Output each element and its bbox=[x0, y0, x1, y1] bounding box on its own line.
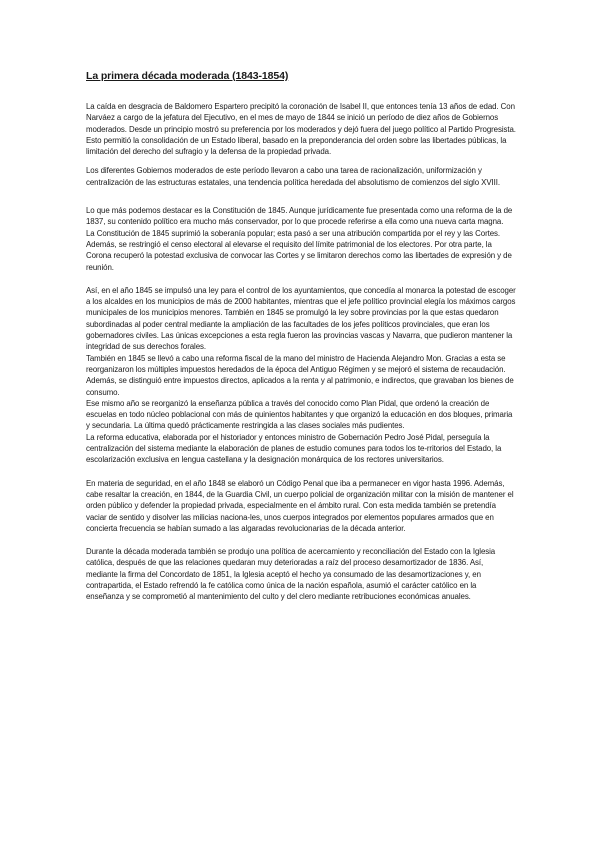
paragraph-3: Lo que más podemos destacar es la Constitución de 1845. Aunque jurídicamente fue presentada como una reforma de la de 1837, su contenido político era mucho más conservador, por lo que procede referirse a ella como una nueva carta magna. bbox=[86, 206, 513, 227]
paragraph-5: Así, en el año 1845 se impulsó una ley para el control de los ayuntamientos, que concedía al monarca la potestad de escoger a los alcaldes en los municipios de más de 2000 habitantes, mientras que el jefe político provincial elegía los máximos cargos municipales de los municipios menores. También en 1845 se promulgó la ley sobre provincias por la que estas quedaron subordinadas al poder central mediante la ampliación de las facultades de los jefes políticos provinciales, que eran los gobernadores civiles. Las únicas excepciones a esta regla fueron las provincias vascas y Navarra, que pudieron mantener la integridad de sus derechos forales. bbox=[86, 285, 516, 352]
spacer bbox=[86, 157, 516, 165]
spacer bbox=[86, 273, 516, 285]
document-page bbox=[86, 70, 516, 603]
paragraph-7: Ese mismo año se reorganizó la enseñanza pública a través del conocido como Plan Pidal, que ordenó la creación de escuelas en todo núcleo poblacional con más de quinientos habitantes y que organizó la educación en dos bloques, primaria y secundaria. La última quedó prácticamente restringida a las clases sociales más pudientes. bbox=[86, 398, 513, 431]
spacer bbox=[86, 188, 516, 205]
spacer bbox=[86, 466, 516, 478]
paragraph-1: La caída en desgracia de Baldomero Espartero precipitó la coronación de Isabel II, que entonces tenía 13 años de edad. Con Narváez a cargo de la jefatura del Ejecutivo, en el mes de mayo de 1844 se inició un período de diez años de Gobiernos moderados. Desde un principio mostró su preferencia por los moderados y dejó fuera del juego político al Partido Progresista. Esto permitió la consolidación de un Estado liberal, basado en la preponderancia del orden sobre las libertades públicas, la limitación del derecho del sufragio y la defensa de la propiedad privada. bbox=[86, 102, 516, 157]
paragraph-6: También en 1845 se llevó a cabo una reforma fiscal de la mano del ministro de Hacienda Alejandro Mon. Gracias a esta se reorganizaron los múltiples impuestos heredados de la época del Antiguo Régimen y se mejoró el sistema de recaudación. Además, se distinguió entre impuestos directos, aplicados a la renta y al patrimonio, e indirectos, que gravaban los bienes de consumo. bbox=[86, 353, 514, 397]
paragraph-8: La reforma educativa, elaborada por el historiador y entonces ministro de Gobernación Pedro José Pidal, perseguía la centralización del sistema mediante la elaboración de planes de estudio comunes para todos los te-rritorios del Estado, la escolarización exclusiva en lengua castellana y la designación monárquica de los rectores universitarios. bbox=[86, 432, 502, 465]
paragraph-4: La Constitución de 1845 suprimió la soberanía popular; esta pasó a ser una atribución compartida por el rey y las Cortes. Además, se restringió el censo electoral al elevarse el requisito del límite patrimonial de los electores. Por otra parte, la Corona recuperó la potestad exclusiva de convocar las Cortes y se limitaron derechos como las libertades de expresión y de reunión. bbox=[86, 228, 512, 272]
paragraph-2: Los diferentes Gobiernos moderados de este período llevaron a cabo una tarea de racionalización, uniformización y centralización de las estructuras estatales, una tendencia política heredada del absolutismo de comienzos del siglo XVIII. bbox=[86, 166, 500, 187]
paragraph-10: Durante la década moderada también se produjo una política de acercamiento y reconciliación del Estado con la Iglesia católica, después de que las relaciones quedaran muy deterioradas a raíz del proceso desamortizador de 1836. Así, mediante la firma del Concordato de 1851, la Iglesia aceptó el hecho ya consumado de las desamortizaciones y, en contrapartida, el Estado refrendó la fe católica como única de la nación española, asumió el carácter católico en la enseñanza y se comprometió al mantenimiento del culto y del clero mediante retribuciones económicas anuales. bbox=[86, 547, 496, 602]
document-title: La primera década moderada (1843-1854) bbox=[86, 70, 289, 82]
spacer bbox=[86, 534, 516, 546]
paragraph-9: En materia de seguridad, en el año 1848 se elaboró un Código Penal que iba a permanecer en vigor hasta 1996. Además, cabe resaltar la creación, en 1844, de la Guardia Civil, un cuerpo policial de organización militar con la misión de mantener el orden público y defender la propiedad privada, especialmente en el ámbito rural. Con esta medida también se pretendía vaciar de sentido y disolver las milicias naciona-les, unos cuerpos integrados por elementos populares armados que en concierta frecuencia se habían sumado a las algaradas revolucionarias de la década anterior. bbox=[86, 478, 514, 533]
